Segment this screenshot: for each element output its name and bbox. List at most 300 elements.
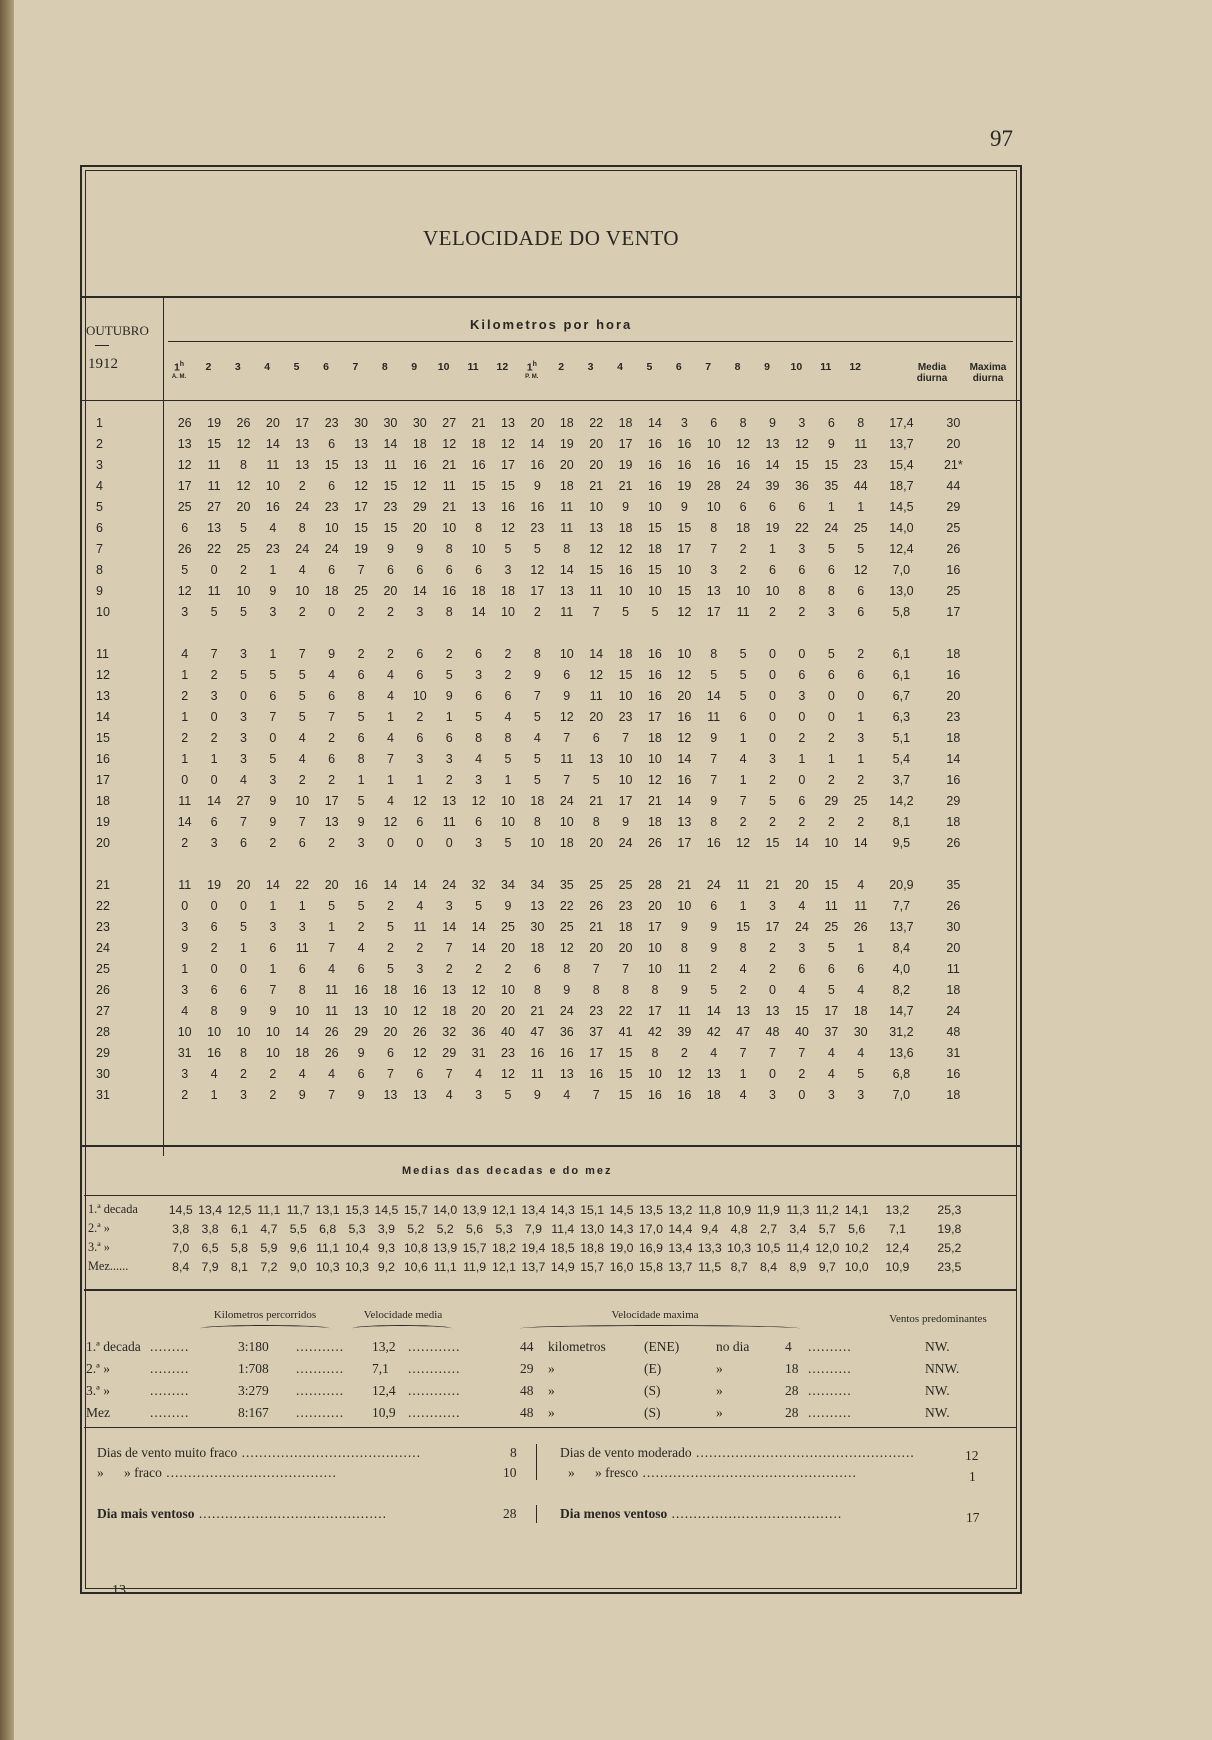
- decade-hour-cell: 18,5: [550, 1240, 575, 1255]
- hour-cell: 14: [265, 877, 280, 892]
- decade-gap: [82, 853, 979, 874]
- hour-cell: 8: [298, 982, 306, 997]
- hour-cell: 4: [386, 667, 394, 682]
- hour-cell: 24: [559, 1003, 574, 1018]
- hour-header-number: 4: [617, 361, 623, 373]
- hour-cell: 30: [354, 415, 368, 430]
- hour-cell: 9: [328, 646, 336, 661]
- hour-cell: 24: [324, 541, 339, 556]
- hour-cell: 4: [298, 562, 306, 577]
- hour-cell: 10: [765, 583, 780, 598]
- media-header: Media diurna: [916, 362, 948, 384]
- hour-cell: 41: [618, 1024, 633, 1039]
- hour-cell: 2: [386, 898, 394, 913]
- hour-cell: 18: [618, 919, 633, 934]
- hour-cell: 10: [618, 772, 633, 787]
- hour-cell: 12: [177, 583, 192, 598]
- hour-cell: 6: [798, 793, 806, 808]
- hour-cell: 18: [501, 583, 515, 598]
- hour-cell: 3: [857, 730, 865, 745]
- hour-cell: 15: [824, 877, 839, 892]
- hour-cell: 24: [824, 520, 839, 535]
- hour-cell: 6: [475, 646, 483, 661]
- hour-cell: 26: [647, 835, 662, 850]
- hour-cell: 9: [680, 919, 688, 934]
- media-cell: 14,5: [889, 499, 914, 514]
- hour-header-number: 7: [352, 361, 359, 373]
- decade-hour-cell: 4,7: [260, 1221, 278, 1236]
- dot-leader: ...........: [296, 1361, 345, 1376]
- table-row: [82, 811, 979, 832]
- hour-cell: 16: [736, 457, 751, 472]
- hour-cell: 6: [445, 562, 453, 577]
- decade-hour-cell: 10,9: [727, 1202, 752, 1217]
- hour-cell: 20: [559, 457, 574, 472]
- day-cell: 27: [96, 1003, 110, 1018]
- hour-cell: 11: [442, 814, 456, 829]
- hour-header-number: 12: [496, 361, 509, 373]
- hour-header-number: 1: [173, 361, 180, 374]
- decade-hour-cell: 13,9: [462, 1202, 487, 1217]
- dot-leader: ...........: [296, 1405, 345, 1420]
- hour-cell: 18: [530, 940, 545, 955]
- hour-cell: 17: [295, 415, 310, 430]
- hour-cell: 5: [269, 751, 277, 766]
- hour-cell: 3: [181, 919, 189, 934]
- hour-cell: 5: [181, 562, 189, 577]
- hour-cell: 4: [827, 1066, 835, 1081]
- hour-cell: 26: [853, 919, 868, 934]
- hour-cell: 13: [295, 436, 310, 451]
- hour-header: [811, 361, 841, 373]
- hour-cell: 7: [769, 1045, 776, 1060]
- day-cell: 12: [96, 667, 110, 682]
- hour-cell: 29: [442, 1045, 457, 1060]
- hour-cell: 10: [677, 898, 692, 913]
- hour-cell: 18: [412, 436, 427, 451]
- decade-label: 3.ª »: [88, 1240, 110, 1254]
- hour-cell: 10: [207, 1024, 222, 1039]
- hour-cell: 7: [592, 961, 600, 976]
- maxima-cell: 23: [946, 709, 961, 724]
- decade-hour-cell: 15,7: [462, 1240, 487, 1255]
- hour-cell: 8: [739, 940, 747, 955]
- hour-cell: 3: [710, 562, 718, 577]
- hour-cell: 3: [416, 751, 424, 766]
- summary-dir: (ENE): [644, 1339, 680, 1354]
- hour-cell: 10: [471, 541, 486, 556]
- day-cell: 4: [96, 478, 103, 493]
- hour-header-number: 6: [675, 361, 682, 373]
- hour-header: [193, 361, 223, 373]
- dot-leader: ..........: [808, 1405, 852, 1420]
- hour-cell: 3: [181, 982, 189, 997]
- hour-cell: 14: [412, 583, 427, 598]
- maxima-cell: 18: [946, 814, 961, 829]
- hour-cell: 23: [618, 709, 633, 724]
- hour-cell: 2: [769, 604, 776, 619]
- decade-hour-cell: 12,5: [227, 1202, 252, 1217]
- summary-media: 7,1: [372, 1361, 389, 1376]
- decade-hour-cell: 18,8: [580, 1240, 605, 1255]
- hour-cell: 6: [328, 688, 336, 703]
- decade-means-table: [84, 1200, 975, 1276]
- hour-cell: 5: [328, 898, 336, 913]
- hour-cell: 10: [324, 520, 339, 535]
- table-row: [82, 685, 979, 706]
- hour-cell: 6: [857, 583, 865, 598]
- hour-cell: 2: [445, 646, 453, 661]
- hour-cell: 35: [559, 877, 574, 892]
- hour-cell: 10: [618, 583, 633, 598]
- hour-cell: 21: [530, 1003, 545, 1018]
- hour-cell: 6: [416, 562, 424, 577]
- summary-media: 13,2: [372, 1339, 396, 1354]
- hour-cell: 0: [386, 835, 394, 850]
- hour-cell: 24: [295, 541, 310, 556]
- hour-cell: 20: [236, 499, 251, 514]
- hour-cell: 17: [647, 1003, 662, 1018]
- hour-cell: 11: [383, 457, 397, 472]
- hour-cell: 26: [412, 1024, 427, 1039]
- hour-cell: 0: [769, 646, 776, 661]
- hour-cell: 23: [383, 499, 398, 514]
- hour-cell: 8: [357, 688, 365, 703]
- hour-cell: 20: [324, 877, 339, 892]
- hour-cell: 0: [769, 688, 776, 703]
- days-fresco-label: fresco: [605, 1465, 639, 1480]
- hour-cell: 8: [827, 583, 835, 598]
- hour-cell: 4: [710, 1045, 718, 1060]
- hour-cell: 11: [207, 457, 221, 472]
- hour-cell: 15: [618, 1066, 633, 1081]
- hour-cell: 2: [857, 814, 865, 829]
- hour-cell: 2: [857, 646, 865, 661]
- hour-header: [752, 361, 782, 373]
- hour-cell: 15: [618, 1045, 633, 1060]
- hour-cell: 0: [798, 772, 806, 787]
- table-row: [82, 916, 979, 937]
- hour-cell: 10: [647, 940, 662, 955]
- hour-cell: 1: [269, 562, 277, 577]
- decade-hour-cell: 4,8: [730, 1221, 748, 1236]
- hour-cell: 3: [827, 604, 835, 619]
- hour-cell: 17: [647, 709, 662, 724]
- table-row: [82, 937, 979, 958]
- hour-cell: 18: [706, 1087, 721, 1102]
- hour-cell: 5: [592, 772, 600, 787]
- hour-header-sup: h: [532, 361, 537, 368]
- decade-media-cell: 12,4: [885, 1240, 910, 1255]
- hour-cell: 20: [589, 709, 604, 724]
- hour-cell: 2: [357, 604, 365, 619]
- hour-cell: 2: [798, 730, 806, 745]
- hour-cell: 12: [501, 520, 515, 535]
- hour-cell: 2: [504, 961, 512, 976]
- decade-hour-cell: 15,7: [580, 1259, 605, 1274]
- hour-cell: 4: [475, 751, 483, 766]
- hour-cell: 4: [504, 709, 512, 724]
- hour-header: [282, 361, 312, 373]
- hour-cell: 2: [827, 772, 835, 787]
- hour-cell: 7: [563, 772, 571, 787]
- days-fraco-value: 10: [503, 1465, 517, 1480]
- decade-media-cell: 10,9: [885, 1259, 910, 1274]
- summary-no-dia: »: [716, 1405, 723, 1420]
- hour-cell: 1: [240, 940, 247, 955]
- hour-cell: 12: [442, 436, 457, 451]
- dot-leader: ..........: [808, 1383, 852, 1398]
- decade-hour-cell: 16,0: [609, 1259, 634, 1274]
- hour-cell: 6: [798, 961, 806, 976]
- hour-cell: 0: [798, 1087, 806, 1102]
- extremes-divider: [536, 1505, 537, 1523]
- hour-cell: 1: [210, 1087, 218, 1102]
- media-cell: 5,1: [892, 730, 911, 745]
- hour-cell: 7: [739, 1045, 747, 1060]
- hour-cell: 8: [475, 730, 483, 745]
- hour-cell: 23: [618, 898, 633, 913]
- hour-cell: 0: [240, 688, 247, 703]
- decade-hour-cell: 5,7: [818, 1221, 836, 1236]
- hour-cell: 14: [207, 793, 222, 808]
- hour-cell: 10: [442, 520, 457, 535]
- hour-cell: 5: [504, 751, 512, 766]
- hour-cell: 14: [471, 940, 486, 955]
- decade-hour-cell: 3,4: [789, 1221, 807, 1236]
- hour-cell: 16: [647, 646, 662, 661]
- hour-cell: 19: [765, 520, 780, 535]
- hour-cell: 16: [677, 772, 692, 787]
- hour-cell: 3: [210, 835, 218, 850]
- hour-cell: 19: [354, 541, 368, 556]
- hour-cell: 5: [357, 898, 365, 913]
- media-cell: 8,2: [892, 982, 911, 997]
- hour-cell: 10: [501, 982, 515, 997]
- hour-cell: 6: [533, 961, 541, 976]
- hour-cell: 12: [794, 436, 809, 451]
- day-cell: 17: [96, 772, 110, 787]
- hour-cell: 10: [383, 1003, 398, 1018]
- hour-cell: 13: [383, 1087, 398, 1102]
- hour-cell: 15: [647, 562, 662, 577]
- hour-cell: 7: [710, 751, 718, 766]
- decade-hour-cell: 14,3: [609, 1221, 634, 1236]
- media-cell: 5,4: [892, 751, 911, 766]
- hour-cell: 3: [210, 688, 218, 703]
- hour-cell: 2: [504, 646, 512, 661]
- hour-cell: 6: [298, 961, 306, 976]
- summary-dia: 18: [785, 1361, 799, 1376]
- table-row: [82, 433, 979, 454]
- hour-cell: 7: [298, 646, 306, 661]
- hour-header-number: 8: [734, 361, 741, 373]
- hour-cell: 17: [647, 919, 662, 934]
- table-row: [82, 727, 979, 748]
- hour-cell: 18: [530, 793, 545, 808]
- hour-cell: 4: [386, 688, 394, 703]
- summary-vento: NW.: [925, 1339, 950, 1354]
- hour-header-number: 10: [790, 361, 803, 373]
- title-divider: [82, 296, 1020, 298]
- hour-cell: 5: [533, 541, 541, 556]
- hour-cell: 16: [706, 457, 721, 472]
- hour-cell: 6: [592, 730, 600, 745]
- hour-cell: 1: [181, 961, 189, 976]
- decade-hour-cell: 13,4: [521, 1202, 546, 1217]
- decade-hour-cell: 12,1: [492, 1259, 516, 1274]
- decade-hour-cell: 14,9: [550, 1259, 575, 1274]
- hour-cell: 6: [357, 961, 365, 976]
- hour-cell: 3: [827, 1087, 835, 1102]
- hour-cell: 21: [589, 478, 604, 493]
- hour-cell: 6: [857, 961, 865, 976]
- hour-cell: 1: [269, 961, 277, 976]
- day-cell: 19: [96, 814, 110, 829]
- hour-cell: 22: [559, 898, 574, 913]
- hour-header-number: 11: [820, 361, 832, 373]
- hour-cell: 37: [824, 1024, 839, 1039]
- hour-cell: 5: [857, 541, 865, 556]
- hour-cell: 2: [328, 835, 336, 850]
- hour-cell: 3: [181, 604, 189, 619]
- hour-cell: 7: [592, 1087, 600, 1102]
- hour-cell: 6: [475, 688, 483, 703]
- hour-cell: 2: [827, 730, 835, 745]
- hour-cell: 3: [416, 604, 424, 619]
- maxima-cell: 18: [946, 982, 961, 997]
- hour-cell: 5: [357, 709, 365, 724]
- hour-cell: 2: [533, 604, 541, 619]
- summary-media: 10,9: [372, 1405, 396, 1420]
- hour-cell: 3: [240, 1087, 247, 1102]
- table-row: [82, 769, 979, 790]
- hour-cell: 4: [210, 1066, 218, 1081]
- hour-cell: 7: [710, 772, 718, 787]
- decade-label: 2.ª »: [88, 1221, 110, 1235]
- day-cell: 2: [96, 436, 103, 451]
- hour-cell: 6: [475, 562, 483, 577]
- hour-cell: 34: [501, 877, 515, 892]
- hour-cell: 13: [442, 982, 457, 997]
- decade-hour-cell: 13,7: [668, 1259, 693, 1274]
- hour-cell: 8: [533, 646, 541, 661]
- hour-cell: 16: [559, 1045, 574, 1060]
- hour-cell: 2: [240, 562, 247, 577]
- hour-cell: 5: [533, 709, 541, 724]
- hour-cell: 26: [177, 415, 192, 430]
- hour-cell: 1: [827, 499, 835, 514]
- hour-cell: 16: [647, 436, 662, 451]
- decade-hour-cell: 5,9: [260, 1240, 278, 1255]
- hour-cell: 14: [177, 814, 192, 829]
- hour-cell: 7: [739, 793, 747, 808]
- hour-cell: 5: [445, 667, 453, 682]
- decade-hour-cell: 16,9: [638, 1240, 663, 1255]
- hour-cell: 4: [857, 1045, 865, 1060]
- hour-cell: 20: [677, 688, 692, 703]
- hour-cell: 4: [563, 1087, 571, 1102]
- hour-cell: 3: [857, 1087, 865, 1102]
- hour-cell: 27: [207, 499, 222, 514]
- hour-cell: 11: [178, 793, 192, 808]
- maxima-cell: 21*: [943, 457, 963, 472]
- media-cell: 6,1: [892, 667, 911, 682]
- hour-cell: 7: [622, 730, 630, 745]
- hour-header: [429, 361, 459, 373]
- hour-cell: 1: [769, 541, 776, 556]
- hour-cell: 4: [827, 1045, 835, 1060]
- hour-cell: 6: [416, 646, 424, 661]
- hour-cell: 47: [530, 1024, 545, 1039]
- hour-cell: 3: [769, 898, 776, 913]
- hour-cell: 18: [618, 415, 633, 430]
- hour-cell: 3: [298, 919, 306, 934]
- hour-cell: 25: [853, 520, 868, 535]
- decade-hour-cell: 15,7: [403, 1202, 428, 1217]
- hour-cell: 10: [677, 646, 692, 661]
- hour-cell: 10: [647, 961, 662, 976]
- hour-cell: 0: [240, 961, 247, 976]
- maxima-cell: 17: [946, 604, 961, 619]
- hour-cell: 13: [354, 1003, 368, 1018]
- hour-cell: 19: [618, 457, 633, 472]
- hour-cell: 10: [530, 835, 545, 850]
- hour-cell: 4: [798, 898, 806, 913]
- hour-cell: 10: [236, 1024, 251, 1039]
- day-cell: 8: [96, 562, 103, 577]
- summary-km: 3:279: [238, 1383, 269, 1398]
- units-header: Kilometros por hora: [470, 317, 633, 332]
- decade-hour-cell: 3,8: [172, 1221, 190, 1236]
- hour-cell: 2: [357, 919, 365, 934]
- hour-cell: 40: [794, 1024, 809, 1039]
- hour-cell: 1: [827, 751, 835, 766]
- hour-cell: 3: [504, 562, 512, 577]
- decade-hour-cell: 3,8: [201, 1221, 219, 1236]
- decade-label: Mez......: [88, 1259, 129, 1273]
- hour-cell: 8: [592, 814, 600, 829]
- decade-maxima-cell: 25,3: [937, 1202, 962, 1217]
- hour-cell: 10: [618, 751, 633, 766]
- hour-cell: 7: [357, 562, 365, 577]
- decade-hour-cell: 10,8: [403, 1240, 428, 1255]
- hour-cell: 10: [295, 793, 310, 808]
- hour-cell: 30: [383, 415, 398, 430]
- hour-cell: 12: [677, 667, 692, 682]
- hour-header-number: 5: [646, 361, 653, 373]
- hour-cell: 15: [824, 457, 839, 472]
- hour-cell: 25: [177, 499, 192, 514]
- hour-cell: 20: [471, 1003, 486, 1018]
- hour-cell: 10: [501, 814, 515, 829]
- table-row: [82, 1084, 979, 1105]
- table-row: [82, 1042, 979, 1063]
- decade-hour-cell: 5,6: [848, 1221, 866, 1236]
- hour-cell: 11: [589, 688, 603, 703]
- hour-cell: 18: [647, 541, 662, 556]
- decade-media-cell: 13,2: [885, 1202, 910, 1217]
- hour-cell: 9: [269, 814, 277, 829]
- hour-cell: 10: [706, 499, 721, 514]
- decade-row: [84, 1257, 975, 1276]
- hour-cell: 13: [501, 415, 515, 430]
- hour-cell: 16: [589, 1066, 604, 1081]
- hour-cell: 37: [589, 1024, 604, 1039]
- hour-header: [252, 361, 282, 373]
- hour-header-number: 5: [293, 361, 300, 373]
- hour-cell: 7: [445, 940, 453, 955]
